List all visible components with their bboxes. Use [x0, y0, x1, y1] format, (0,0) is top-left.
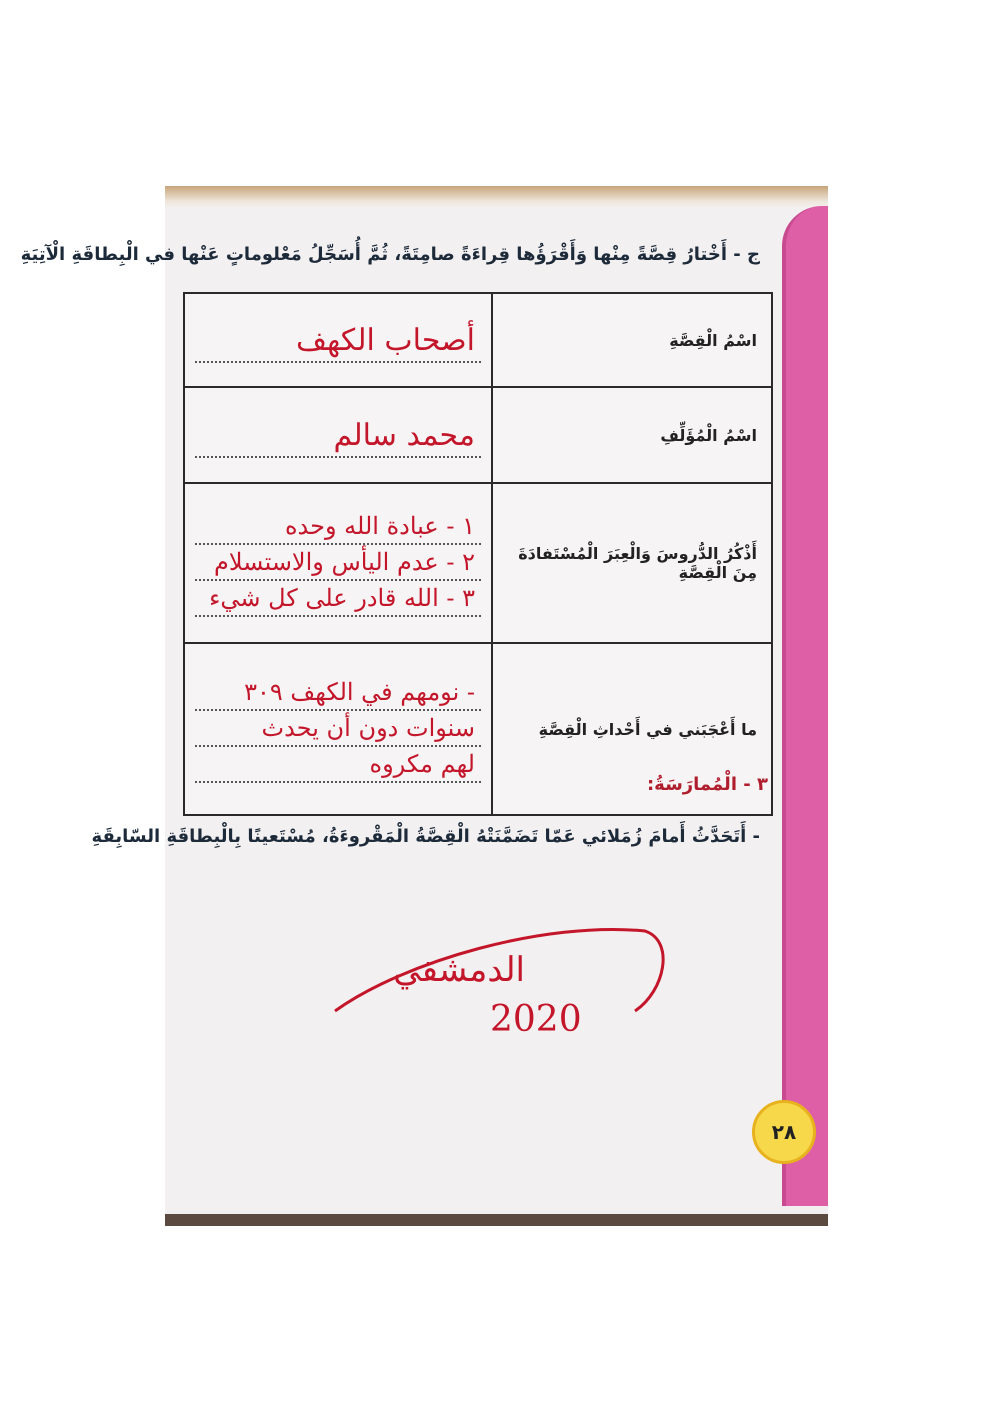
dotted-line: [195, 509, 481, 545]
table-row: [184, 293, 772, 387]
answer-cell: [184, 293, 492, 387]
signature-stamp: [325, 901, 685, 1061]
dotted-line: [195, 317, 481, 363]
row-label: اسْمُ الْمُؤَلِّفِ: [492, 387, 772, 483]
dotted-line: [195, 747, 481, 783]
answer-cell: [184, 387, 492, 483]
stamp-year: 2020: [490, 999, 582, 1040]
dotted-line: [195, 412, 481, 458]
pink-page-edge: [782, 206, 828, 1206]
dotted-line: [195, 545, 481, 581]
answer-cell: [184, 483, 492, 643]
handwritten-answer: ٢ - عدم اليأس والاستسلام: [213, 548, 475, 576]
section-title: ٣ - الْمُمارَسَةُ:: [646, 774, 768, 795]
answer-cell: [184, 643, 492, 815]
handwritten-answer: سنوات دون أن يحدث: [261, 714, 475, 742]
handwritten-answer: لهم مكروه: [369, 750, 475, 778]
dotted-line: [195, 581, 481, 617]
page-number: ٢٨: [771, 1120, 797, 1144]
handwritten-answer: ١ - عبادة الله وحده: [284, 512, 475, 540]
story-card-table: [183, 292, 773, 816]
dotted-line: [195, 675, 481, 711]
page-number-badge: [752, 1100, 816, 1164]
page-top-shadow: [165, 186, 828, 208]
activity-text: - أَتَحَدَّثُ أَمامَ زُمَلائي عَمّا تَضَمَّنَتْهُ الْقِصَّةُ الْمَقْروءَةُ، مُسْتَعينًا بِالْبِطاقَةِ السّابِقَةِ: [91, 826, 760, 847]
table-row: [184, 483, 772, 643]
handwritten-answer: أصحاب الكهف: [295, 323, 475, 358]
handwritten-answer: - نومهم في الكهف ٣٠٩: [244, 678, 475, 706]
book-page: [20, 186, 828, 1226]
dotted-line: [195, 711, 481, 747]
row-label: اسْمُ الْقِصَّةِ: [492, 293, 772, 387]
table-row: [184, 387, 772, 483]
row-label: ما أَعْجَبَني في أَحْداثِ الْقِصَّةِ: [492, 643, 772, 815]
row-label: أَذْكُرُ الدُّروسَ وَالْعِبَرَ الْمُسْتَفادَةَ مِنَ الْقِصَّةِ: [492, 483, 772, 643]
handwritten-answer: ٣ - الله قادر على كل شيء: [209, 584, 475, 612]
handwritten-answer: محمد سالم: [333, 418, 475, 453]
bottom-strip: [165, 1214, 828, 1226]
stamp-text: الدمشقي: [393, 950, 525, 990]
instruction-text: ج - أَخْتارُ قِصَّةً مِنْها وَأَقْرَؤُها قِراءَةً صامِتَةً، ثُمَّ أُسَجِّلُ مَعْلوماتٍ عَنْها في الْبِطاقَةِ الْآتِيَةِ: [20, 244, 760, 265]
